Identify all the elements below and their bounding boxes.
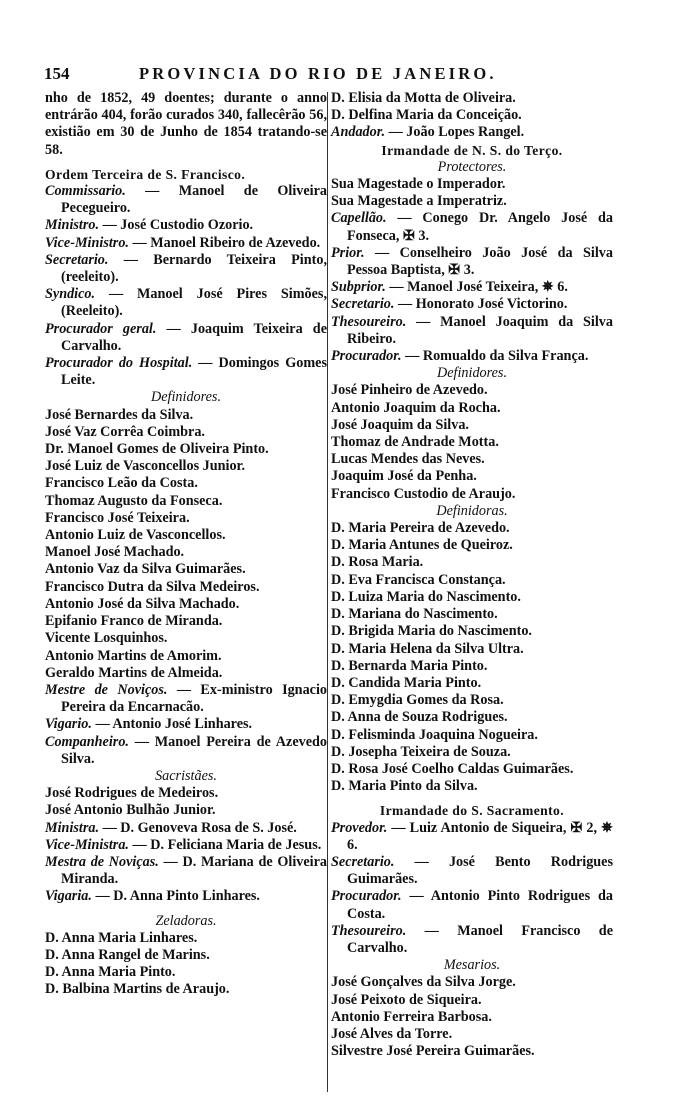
list-entry bbox=[331, 1009, 613, 1026]
entry-text: D. Rosa José Coelho Caldas Guimarães. bbox=[331, 760, 574, 777]
entry-text: José Antonio Bulhão Junior. bbox=[45, 802, 216, 819]
entry-text: Antonio Vaz da Silva Guimarães. bbox=[45, 561, 246, 578]
list-entry bbox=[45, 544, 327, 561]
entry-text: D. Candida Maria Pinto. bbox=[331, 674, 482, 691]
list-entry bbox=[331, 923, 613, 957]
entry-text: D. Brigida Maria do Nascimento. bbox=[331, 623, 532, 640]
list-entry bbox=[331, 314, 613, 348]
entry-text: — Antonio Pinto Rodrigues da Costa. bbox=[347, 888, 613, 922]
role-label: Thesoureiro. bbox=[331, 922, 407, 939]
list-entry bbox=[45, 930, 327, 947]
entry-text: Francisco Dutra da Silva Medeiros. bbox=[45, 578, 260, 595]
list-entry bbox=[45, 648, 327, 665]
list-entry bbox=[331, 296, 613, 313]
entry-text: D. Balbina Martins de Araujo. bbox=[45, 981, 230, 998]
entry-text: — Domingos Gomes Leite. bbox=[61, 355, 327, 389]
entry-text: Sua Magestade o Imperador. bbox=[331, 176, 506, 193]
list-entry bbox=[45, 981, 327, 998]
list-entry bbox=[331, 854, 613, 888]
entry-text: José Joaquim da Silva. bbox=[331, 416, 469, 433]
section-heading bbox=[331, 802, 613, 819]
list-entry bbox=[45, 217, 327, 234]
list-entry bbox=[331, 692, 613, 709]
entry-text: — Manoel Ribeiro de Azevedo. bbox=[128, 234, 321, 251]
list-entry bbox=[45, 527, 327, 544]
entry-text: D. Rosa Maria. bbox=[331, 554, 424, 571]
entry-text: Zeladoras. bbox=[155, 912, 217, 929]
entry-text: Thomaz de Andrade Motta. bbox=[331, 434, 499, 451]
list-entry bbox=[331, 537, 613, 554]
entry-text: Vicente Losquinhos. bbox=[45, 630, 168, 647]
entry-text: — Conego Dr. Angelo José da Fonseca, ✠ 3. bbox=[347, 210, 613, 244]
list-entry bbox=[331, 623, 613, 640]
entry-text: — João Lopes Rangel. bbox=[385, 124, 525, 141]
entry-text: Antonio Joaquim da Rocha. bbox=[331, 399, 501, 416]
subsection-heading bbox=[331, 365, 613, 382]
subsection-heading bbox=[331, 159, 613, 176]
list-entry bbox=[45, 665, 327, 682]
list-entry bbox=[45, 252, 327, 286]
entry-text: D. Josepha Teixeira de Souza. bbox=[331, 743, 511, 760]
role-label: Capellão. bbox=[331, 210, 387, 227]
entry-text: — Bernardo Teixeira Pinto, (reeleito). bbox=[61, 251, 327, 286]
list-entry bbox=[331, 400, 613, 417]
list-entry bbox=[331, 434, 613, 451]
role-label: Procurador do Hospital. bbox=[45, 355, 193, 372]
entry-text: Manoel José Machado. bbox=[45, 544, 185, 561]
entry-text: Silvestre José Pereira Guimarães. bbox=[331, 1043, 535, 1060]
list-entry bbox=[45, 441, 327, 458]
section-heading bbox=[45, 166, 327, 183]
entry-text: — Joaquim Teixeira de Carvalho. bbox=[61, 320, 327, 354]
entry-text: José Vaz Corrêa Coimbra. bbox=[45, 423, 205, 440]
list-entry bbox=[331, 554, 613, 571]
entry-text: D. Bernarda Maria Pinto. bbox=[331, 657, 488, 674]
list-entry bbox=[331, 761, 613, 778]
list-entry bbox=[331, 107, 613, 124]
entry-text: Joaquim José da Penha. bbox=[331, 468, 477, 485]
entry-text: Antonio José da Silva Machado. bbox=[45, 595, 240, 612]
list-entry bbox=[45, 802, 327, 819]
list-entry bbox=[45, 321, 327, 355]
list-entry bbox=[45, 407, 327, 424]
list-entry bbox=[331, 90, 613, 107]
list-entry bbox=[45, 355, 327, 389]
role-label: Ministro. bbox=[45, 217, 100, 234]
list-entry bbox=[45, 579, 327, 596]
entry-text: — D. Genoveva Rosa de S. José. bbox=[99, 819, 297, 836]
entry-text: D. Eva Francisca Constança. bbox=[331, 571, 506, 588]
entry-text: Definidores. bbox=[436, 365, 507, 382]
entry-text: Francisco José Teixeira. bbox=[45, 509, 190, 526]
entry-text: D. Elisia da Motta de Oliveira. bbox=[331, 90, 516, 106]
list-entry bbox=[331, 417, 613, 434]
paragraph bbox=[45, 90, 327, 159]
role-label: Thesoureiro. bbox=[331, 313, 407, 330]
role-label: Prior. bbox=[331, 244, 365, 261]
list-entry bbox=[331, 348, 613, 365]
entry-text: — Antonio José Linhares. bbox=[91, 716, 253, 733]
subsection-heading bbox=[45, 389, 327, 406]
entry-text: Protectores. bbox=[437, 158, 507, 175]
list-entry bbox=[45, 458, 327, 475]
entry-text: — Manoel José Teixeira, ✵ 6. bbox=[385, 279, 568, 296]
role-label: Secretario. bbox=[45, 251, 109, 268]
role-label: Andador. bbox=[331, 124, 386, 141]
entry-text: Dr. Manoel Gomes de Oliveira Pinto. bbox=[45, 441, 269, 458]
list-entry bbox=[45, 837, 327, 854]
list-entry bbox=[331, 451, 613, 468]
list-entry bbox=[331, 589, 613, 606]
entry-text: — Manoel de Oliveira Pecegueiro. bbox=[61, 183, 327, 217]
list-entry bbox=[331, 744, 613, 761]
list-entry bbox=[331, 124, 613, 141]
entry-text: Francisco Leão da Costa. bbox=[45, 475, 198, 492]
entry-text: — Conselheiro João José da Silva Pessoa Baptista, ✠ 3. bbox=[347, 244, 613, 279]
list-entry bbox=[45, 235, 327, 252]
entry-text: Ordem Terceira de S. Francisco. bbox=[45, 166, 246, 182]
list-entry bbox=[45, 493, 327, 510]
subsection-heading bbox=[331, 957, 613, 974]
entry-text: Mesarios. bbox=[443, 957, 501, 974]
entry-text: — José Bento Rodrigues Guimarães. bbox=[347, 853, 613, 888]
list-entry bbox=[331, 279, 613, 296]
role-label: Mestre de Noviços. bbox=[45, 681, 168, 698]
entry-text: Sua Magestade a Imperatriz. bbox=[331, 193, 507, 210]
list-entry bbox=[331, 888, 613, 922]
entry-text: D. Luiza Maria do Nascimento. bbox=[331, 588, 521, 605]
list-entry bbox=[45, 424, 327, 441]
entry-text: nho de 1852, 49 doentes; durante o anno entrárão 404, forão curados 340, fallecêrão 56, existião em 30 de Junho de 1854 tratando-se 58. bbox=[45, 90, 327, 158]
role-label: Secretario. bbox=[331, 853, 395, 870]
list-entry bbox=[45, 596, 327, 613]
entry-text: José Bernardes da Silva. bbox=[45, 406, 194, 423]
list-entry bbox=[331, 1043, 613, 1060]
role-label: Ministra. bbox=[45, 819, 100, 836]
list-entry bbox=[45, 286, 327, 320]
entry-text: — Manoel José Pires Simões, (Reeleito). bbox=[61, 286, 327, 320]
entry-text: D. Maria Helena da Silva Ultra. bbox=[331, 640, 524, 657]
entry-text: D. Delfina Maria da Conceição. bbox=[331, 107, 522, 124]
list-entry bbox=[45, 820, 327, 837]
entry-text: José Alves da Torre. bbox=[331, 1025, 453, 1042]
list-entry bbox=[331, 520, 613, 537]
role-label: Commissario. bbox=[45, 183, 126, 200]
entry-text: Epifanio Franco de Miranda. bbox=[45, 613, 223, 630]
entry-text: D. Anna de Souza Rodrigues. bbox=[331, 709, 508, 726]
page-number: 154 bbox=[44, 64, 70, 83]
list-entry bbox=[331, 1026, 613, 1043]
list-entry bbox=[331, 658, 613, 675]
subsection-heading bbox=[45, 768, 327, 785]
list-entry bbox=[331, 992, 613, 1009]
role-label: Vigaria. bbox=[45, 888, 92, 905]
entry-text: — Manoel Pereira de Azevedo Silva. bbox=[61, 733, 327, 767]
entry-text: Antonio Martins de Amorim. bbox=[45, 647, 222, 664]
list-entry bbox=[331, 193, 613, 210]
entry-text: — D. Feliciana Maria de Jesus. bbox=[128, 836, 322, 853]
list-entry bbox=[45, 475, 327, 492]
entry-text: — D. Mariana de Oliveira Miranda. bbox=[61, 853, 327, 888]
list-entry bbox=[45, 561, 327, 578]
entry-text: D. Mariana do Nascimento. bbox=[331, 606, 498, 623]
entry-text: — Manoel Joaquim da Silva Ribeiro. bbox=[347, 313, 613, 347]
entry-text: José Peixoto de Siqueira. bbox=[331, 991, 482, 1008]
entry-text: D. Felisminda Joaquina Nogueira. bbox=[331, 726, 538, 743]
role-label: Mestra de Noviças. bbox=[45, 853, 159, 870]
entry-text: José Pinheiro de Azevedo. bbox=[331, 382, 488, 399]
list-entry bbox=[45, 183, 327, 217]
subsection-heading bbox=[331, 503, 613, 520]
role-label: Subprior. bbox=[331, 279, 386, 296]
entry-text: José Rodrigues de Medeiros. bbox=[45, 785, 219, 802]
role-label: Provedor. bbox=[331, 819, 388, 836]
list-entry bbox=[331, 382, 613, 399]
list-entry bbox=[45, 854, 327, 888]
list-entry bbox=[331, 468, 613, 485]
list-entry bbox=[45, 888, 327, 905]
role-label: Vigario. bbox=[45, 716, 92, 733]
entry-text: Geraldo Martins de Almeida. bbox=[45, 664, 223, 681]
list-entry bbox=[331, 572, 613, 589]
entry-text: D. Emygdia Gomes da Rosa. bbox=[331, 692, 504, 709]
list-entry bbox=[331, 245, 613, 279]
role-label: Procurador geral. bbox=[45, 320, 157, 337]
list-entry bbox=[331, 778, 613, 795]
entry-text: Irmandade do S. Sacramento. bbox=[379, 803, 565, 819]
entry-text: José Luiz de Vasconcellos Junior. bbox=[45, 458, 246, 475]
list-entry bbox=[331, 675, 613, 692]
list-entry bbox=[45, 716, 327, 733]
list-entry bbox=[45, 734, 327, 768]
entry-text: Antonio Luiz de Vasconcellos. bbox=[45, 527, 226, 544]
list-entry bbox=[45, 510, 327, 527]
entry-text: — Manoel Francisco de Carvalho. bbox=[347, 922, 613, 956]
entry-text: — D. Anna Pinto Linhares. bbox=[91, 888, 260, 905]
list-entry bbox=[45, 964, 327, 981]
role-label: Vice-Ministra. bbox=[45, 836, 129, 853]
list-entry bbox=[331, 210, 613, 244]
list-entry bbox=[331, 709, 613, 726]
running-title: PROVINCIA DO RIO DE JANEIRO. bbox=[139, 64, 497, 83]
list-entry bbox=[331, 486, 613, 503]
subsection-heading bbox=[45, 913, 327, 930]
entry-text: Antonio Ferreira Barbosa. bbox=[331, 1008, 492, 1025]
entry-text: Definidores. bbox=[150, 389, 221, 406]
entry-text: — Honorato José Victorino. bbox=[394, 296, 568, 313]
role-label: Companheiro. bbox=[45, 733, 129, 750]
entry-text: D. Maria Pereira de Azevedo. bbox=[331, 520, 510, 537]
list-entry bbox=[331, 641, 613, 658]
entry-text: D. Anna Rangel de Marins. bbox=[45, 946, 210, 963]
role-label: Syndico. bbox=[45, 286, 96, 303]
entry-text: Sacristães. bbox=[155, 767, 217, 784]
entry-text: Irmandade de N. S. do Terço. bbox=[381, 142, 563, 158]
entry-text: — Romualdo da Silva França. bbox=[401, 348, 589, 365]
list-entry bbox=[45, 630, 327, 647]
column-divider bbox=[327, 92, 328, 1092]
role-label: Secretario. bbox=[331, 296, 395, 313]
entry-text: Francisco Custodio de Araujo. bbox=[331, 485, 516, 502]
role-label: Procurador. bbox=[331, 888, 402, 905]
page-header bbox=[44, 64, 614, 86]
section-heading bbox=[331, 142, 613, 159]
list-entry bbox=[45, 947, 327, 964]
entry-text: José Gonçalves da Silva Jorge. bbox=[331, 974, 516, 991]
entry-text: D. Anna Maria Pinto. bbox=[45, 964, 176, 981]
role-label: Vice-Ministro. bbox=[45, 234, 129, 251]
entry-text: D. Maria Antunes de Queiroz. bbox=[331, 537, 513, 554]
role-label: Procurador. bbox=[331, 348, 402, 365]
entry-text: — Ex-ministro Ignacio Pereira da Encarnacão. bbox=[61, 681, 327, 716]
entry-text: — José Custodio Ozorio. bbox=[99, 217, 254, 234]
left-column bbox=[45, 90, 327, 999]
list-entry bbox=[45, 785, 327, 802]
list-entry bbox=[45, 613, 327, 630]
entry-text: — Luiz Antonio de Siqueira, ✠ 2, ✵ 6. bbox=[347, 819, 613, 853]
entry-text: D. Maria Pinto da Silva. bbox=[331, 778, 478, 795]
list-entry bbox=[331, 606, 613, 623]
list-entry bbox=[45, 682, 327, 716]
list-entry bbox=[331, 727, 613, 744]
entry-text: Definidoras. bbox=[436, 502, 508, 519]
entry-text: Lucas Mendes das Neves. bbox=[331, 451, 485, 468]
list-entry bbox=[331, 820, 613, 854]
entry-text: D. Anna Maria Linhares. bbox=[45, 929, 198, 946]
right-column bbox=[331, 90, 613, 1060]
list-entry bbox=[331, 974, 613, 991]
entry-text: Thomaz Augusto da Fonseca. bbox=[45, 492, 223, 509]
list-entry bbox=[331, 176, 613, 193]
